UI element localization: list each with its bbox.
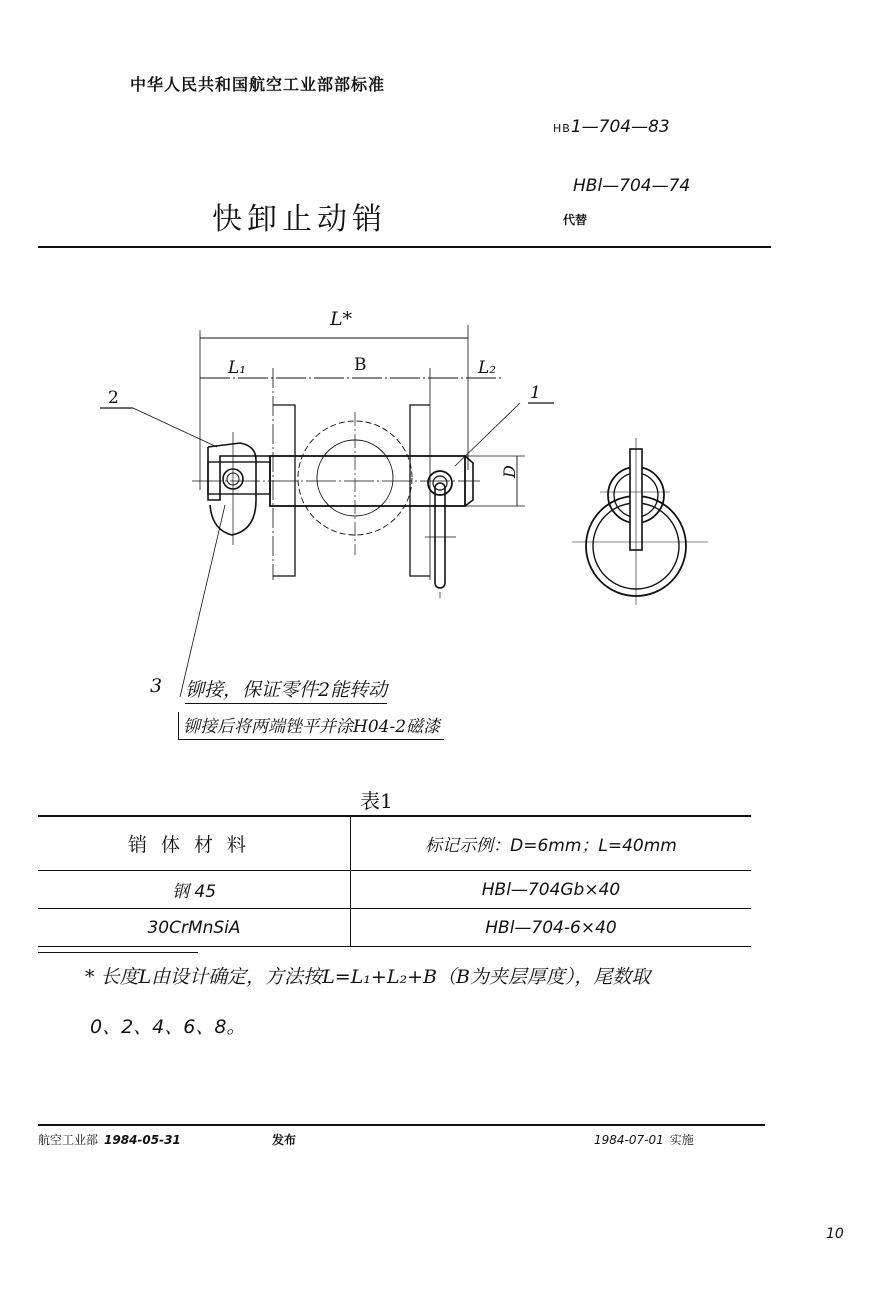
- footnote-divider: [38, 952, 198, 953]
- table-row: [38, 871, 751, 909]
- replaced-standard-code: HBl—704—74: [573, 176, 691, 196]
- issuer-name: 航空工业部: [38, 1133, 99, 1147]
- document-title: 快卸止动销: [212, 202, 387, 237]
- replaces-label: 代替: [563, 213, 588, 227]
- table-cell-marking: HBl—704-6×40: [351, 909, 752, 947]
- footer-issuer: [38, 1131, 181, 1148]
- header-divider: [38, 246, 771, 248]
- issue-label: 发布: [272, 1133, 297, 1147]
- dim-b: B: [354, 355, 367, 375]
- dim-total-length: L*: [330, 308, 353, 330]
- footnote-line2: 0、2、4、6、8。: [90, 1016, 246, 1038]
- specification-table: [38, 815, 751, 947]
- footnote-line1: * 长度L由设计确定，方法按L=L₁+L₂+B（B为夹层厚度），尾数取: [85, 966, 651, 988]
- callout-part-3: 3: [150, 675, 163, 697]
- table-header-material: 销体材料: [38, 816, 351, 871]
- table-header-marking: 标记示例：D=6mm；L=40mm: [351, 816, 752, 871]
- technical-drawing: [0, 290, 874, 760]
- table-cell-marking: HBl—704Gb×40: [351, 871, 752, 909]
- table-title: 表1: [360, 789, 393, 813]
- effective-label: 实施: [669, 1133, 694, 1147]
- table-row: [38, 909, 751, 947]
- table-header-row: [38, 816, 751, 871]
- dim-l2: L₂: [478, 358, 497, 378]
- table-cell-material: 钢 45: [38, 871, 351, 909]
- issue-date: 1984-05-31: [104, 1133, 181, 1147]
- note-part-3-line1: 铆接，保证零件2能转动: [185, 675, 387, 704]
- dim-l1: L₁: [228, 358, 247, 378]
- dim-d: D: [500, 465, 519, 478]
- standard-code: [553, 117, 670, 137]
- issuing-organization: 中华人民共和国航空工业部部标准: [130, 75, 386, 94]
- note-part-3-line2: 铆接后将两端锉平并涂H04-2磁漆: [178, 712, 444, 740]
- callout-part-2: 2: [108, 388, 119, 408]
- effective-date: 1984-07-01: [594, 1133, 664, 1147]
- table-cell-material: 30CrMnSiA: [38, 909, 351, 947]
- standard-code-number: 1—704—83: [570, 117, 670, 137]
- footer-divider: [38, 1124, 765, 1126]
- callout-part-1: 1: [530, 383, 541, 403]
- standard-code-prefix: HB: [553, 122, 571, 135]
- page-number: 10: [826, 1226, 844, 1242]
- footer-effective: [594, 1131, 694, 1148]
